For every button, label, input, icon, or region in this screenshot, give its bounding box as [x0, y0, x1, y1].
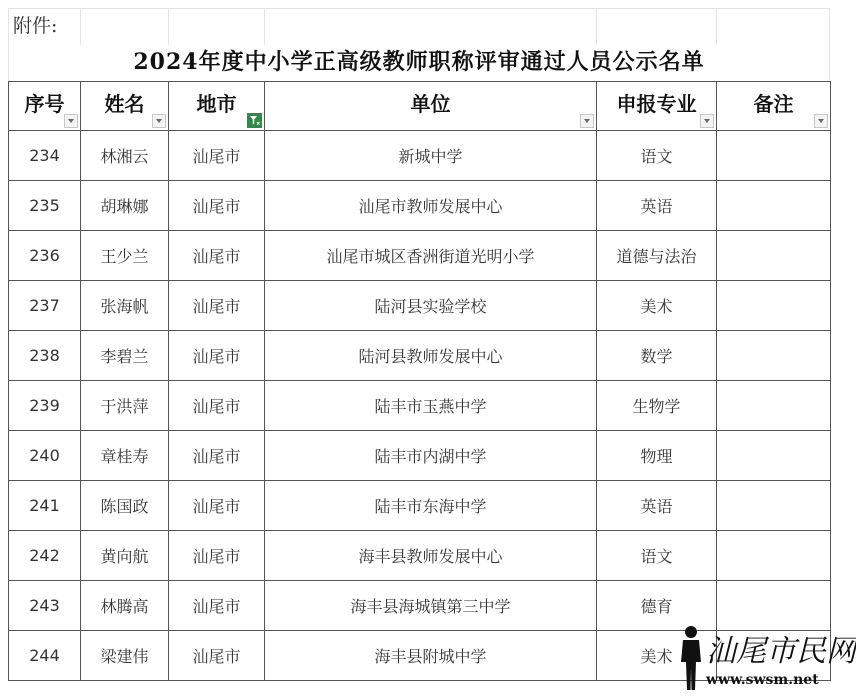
cell-remark[interactable] [717, 431, 831, 481]
header-cell-name[interactable]: 姓名 [81, 82, 169, 131]
header-cell-seq[interactable]: 序号 [9, 82, 81, 131]
cell-name[interactable]: 梁建伟 [81, 631, 169, 681]
cell-major[interactable]: 美术 [597, 631, 717, 681]
cell-remark[interactable] [717, 231, 831, 281]
cell-unit[interactable]: 陆丰市玉燕中学 [265, 381, 597, 431]
table-row [9, 531, 831, 581]
cell-name[interactable]: 李碧兰 [81, 331, 169, 381]
cell-seq[interactable]: 235 [9, 181, 81, 231]
personnel-table [8, 81, 831, 681]
cell-major[interactable]: 语文 [597, 531, 717, 581]
chevron-down-icon[interactable] [580, 114, 594, 128]
cell-name[interactable]: 张海帆 [81, 281, 169, 331]
empty-cell[interactable] [168, 9, 264, 45]
watermark-url: www.swsm.net [706, 672, 819, 688]
cell-unit[interactable]: 海丰县海城镇第三中学 [265, 581, 597, 631]
cell-city[interactable]: 汕尾市 [169, 631, 265, 681]
table-row [9, 431, 831, 481]
table-row [9, 331, 831, 381]
cell-seq[interactable]: 239 [9, 381, 81, 431]
cell-seq[interactable]: 243 [9, 581, 81, 631]
cell-remark[interactable] [717, 181, 831, 231]
header-cell-city[interactable]: 地市 [169, 82, 265, 131]
cell-major[interactable]: 生物学 [597, 381, 717, 431]
cell-name[interactable]: 胡琳娜 [81, 181, 169, 231]
cell-seq[interactable]: 238 [9, 331, 81, 381]
cell-unit[interactable]: 陆河县实验学校 [265, 281, 597, 331]
spreadsheet [8, 8, 830, 681]
cell-major[interactable]: 英语 [597, 481, 717, 531]
cell-city[interactable]: 汕尾市 [169, 531, 265, 581]
table-row [9, 481, 831, 531]
cell-city[interactable]: 汕尾市 [169, 331, 265, 381]
cell-city[interactable]: 汕尾市 [169, 131, 265, 181]
cell-remark[interactable] [717, 281, 831, 331]
cell-name[interactable]: 林湘云 [81, 131, 169, 181]
cell-major[interactable]: 数学 [597, 331, 717, 381]
cell-name[interactable]: 章桂寿 [81, 431, 169, 481]
cell-seq[interactable]: 236 [9, 231, 81, 281]
page-title[interactable]: 2024年度中小学正高级教师职称评审通过人员公示名单 [8, 45, 830, 81]
cell-city[interactable]: 汕尾市 [169, 281, 265, 331]
cell-unit[interactable]: 陆丰市东海中学 [265, 481, 597, 531]
cell-name[interactable]: 于洪萍 [81, 381, 169, 431]
cell-seq[interactable]: 237 [9, 281, 81, 331]
cell-name[interactable]: 王少兰 [81, 231, 169, 281]
cell-remark[interactable] [717, 331, 831, 381]
cell-unit[interactable]: 新城中学 [265, 131, 597, 181]
annex-label[interactable]: 附件: [8, 9, 80, 45]
table-row [9, 181, 831, 231]
header-row [9, 82, 831, 131]
cell-unit[interactable]: 陆丰市内湖中学 [265, 431, 597, 481]
empty-cell[interactable] [264, 9, 596, 45]
cell-city[interactable]: 汕尾市 [169, 581, 265, 631]
cell-unit[interactable]: 海丰县附城中学 [265, 631, 597, 681]
cell-unit[interactable]: 陆河县教师发展中心 [265, 331, 597, 381]
cell-unit[interactable]: 海丰县教师发展中心 [265, 531, 597, 581]
table-body [9, 131, 831, 681]
cell-major[interactable]: 道德与法治 [597, 231, 717, 281]
cell-remark[interactable] [717, 131, 831, 181]
cell-unit[interactable]: 汕尾市城区香洲街道光明小学 [265, 231, 597, 281]
cell-name[interactable]: 林腾高 [81, 581, 169, 631]
table-row [9, 581, 831, 631]
annex-row [8, 8, 830, 45]
cell-major[interactable]: 美术 [597, 281, 717, 331]
cell-city[interactable]: 汕尾市 [169, 431, 265, 481]
table-row [9, 381, 831, 431]
header-cell-major[interactable]: 申报专业 [597, 82, 717, 131]
cell-remark[interactable] [717, 481, 831, 531]
watermark-logo-text: 汕尾市民网 [706, 634, 856, 669]
empty-cell[interactable] [80, 9, 168, 45]
cell-major[interactable]: 物理 [597, 431, 717, 481]
cell-city[interactable]: 汕尾市 [169, 231, 265, 281]
cell-remark[interactable] [717, 531, 831, 581]
chevron-down-icon[interactable] [814, 114, 828, 128]
site-watermark [676, 624, 856, 692]
header-cell-unit[interactable]: 单位 [265, 82, 597, 131]
cell-city[interactable]: 汕尾市 [169, 481, 265, 531]
chevron-down-icon[interactable] [700, 114, 714, 128]
cell-major[interactable]: 英语 [597, 181, 717, 231]
cell-remark[interactable] [717, 381, 831, 431]
table-row [9, 231, 831, 281]
cell-seq[interactable]: 244 [9, 631, 81, 681]
cell-major[interactable]: 语文 [597, 131, 717, 181]
empty-cell[interactable] [596, 9, 716, 45]
filter-icon[interactable] [247, 113, 262, 128]
cell-seq[interactable]: 241 [9, 481, 81, 531]
chevron-down-icon[interactable] [152, 114, 166, 128]
table-row [9, 131, 831, 181]
cell-seq[interactable]: 240 [9, 431, 81, 481]
cell-city[interactable]: 汕尾市 [169, 181, 265, 231]
cell-seq[interactable]: 242 [9, 531, 81, 581]
header-cell-remark[interactable]: 备注 [717, 82, 831, 131]
cell-unit[interactable]: 汕尾市教师发展中心 [265, 181, 597, 231]
cell-city[interactable]: 汕尾市 [169, 381, 265, 431]
table-row [9, 281, 831, 331]
empty-cell[interactable] [716, 9, 830, 45]
cell-name[interactable]: 黄向航 [81, 531, 169, 581]
cell-seq[interactable]: 234 [9, 131, 81, 181]
chevron-down-icon[interactable] [64, 114, 78, 128]
cell-remark[interactable] [717, 581, 831, 631]
cell-name[interactable]: 陈国政 [81, 481, 169, 531]
cell-major[interactable]: 德育 [597, 581, 717, 631]
person-silhouette-icon [676, 624, 706, 692]
